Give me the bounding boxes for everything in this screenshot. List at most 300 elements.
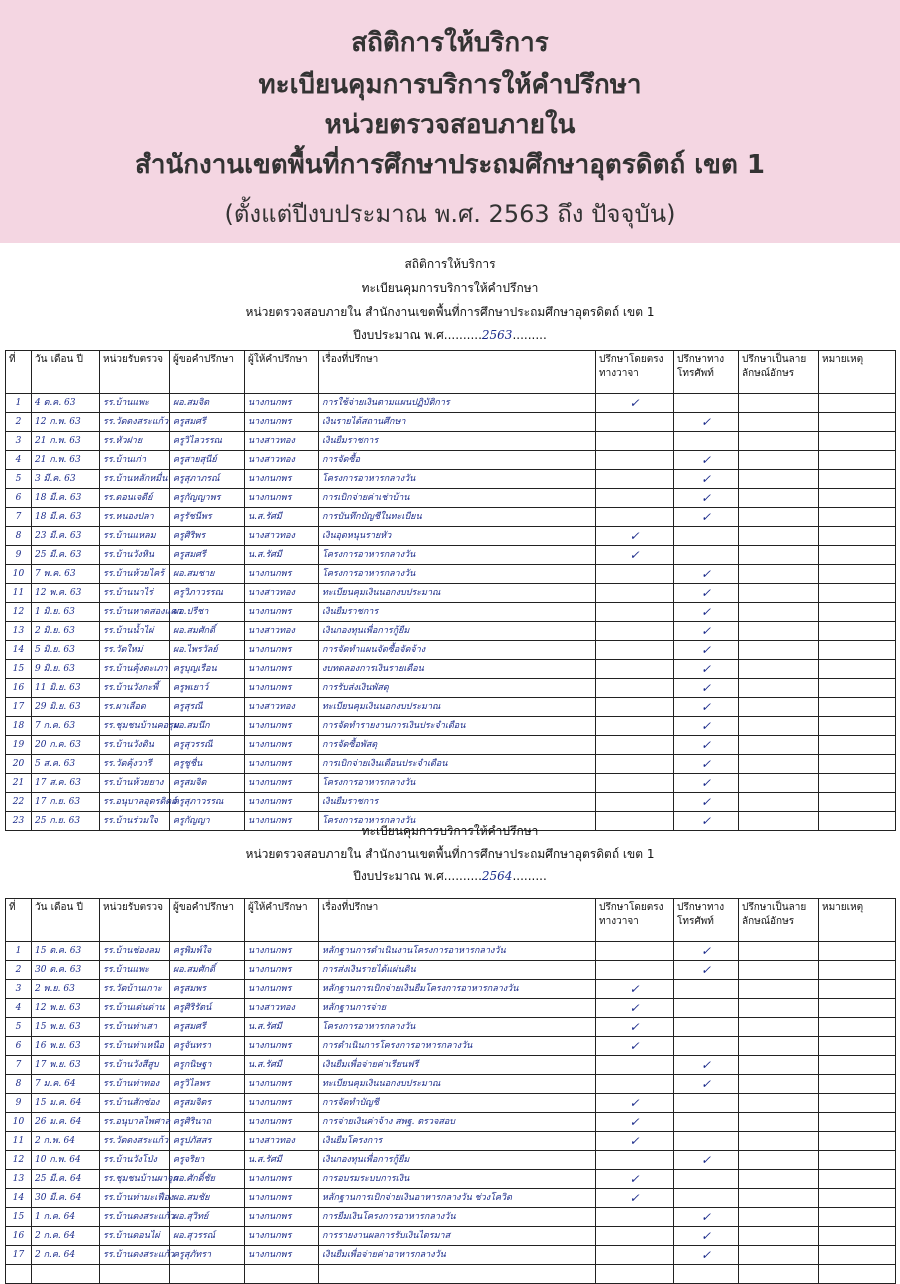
table-row — [6, 1208, 896, 1227]
row-topic: เงินยืมราชการ — [319, 793, 596, 812]
row-date: 2 มิ.ย. 63 — [32, 622, 100, 641]
row-remark — [819, 736, 896, 755]
section1-title-unit: หน่วยตรวจสอบภายใน สำนักงานเขตพื้นที่การศึกษาประถมศึกษาอุตรดิตถ์ เขต 1 — [245, 305, 655, 319]
row-remark — [819, 717, 896, 736]
row-written-check — [739, 508, 819, 527]
row-requester: ผอ.สมศักดิ์ — [170, 961, 245, 980]
row-written-check — [739, 736, 819, 755]
row-advisor: นางกนกพร — [245, 1094, 319, 1113]
table-row — [6, 432, 896, 451]
row-direct-check — [596, 622, 674, 641]
row-direct-check — [596, 1075, 674, 1094]
row-requester: ครูสุภาวรรณ — [170, 793, 245, 812]
table-row — [6, 622, 896, 641]
table-row — [6, 1151, 896, 1170]
blank-cell — [739, 1265, 819, 1284]
row-written-check — [739, 1056, 819, 1075]
row-remark — [819, 1189, 896, 1208]
row-unit: รร.บ้านดงสระแก้ว — [100, 1246, 170, 1265]
row-topic: โครงการอาหารกลางวัน — [319, 546, 596, 565]
table-row — [6, 451, 896, 470]
row-date: 5 มิ.ย. 63 — [32, 641, 100, 660]
row-requester: ครูกนิษฐา — [170, 1056, 245, 1075]
row-phone-check — [674, 1018, 739, 1037]
section2-fy-value: 2564 — [481, 869, 513, 883]
row-remark — [819, 1151, 896, 1170]
row-requester: ครูพิมพ์ใจ — [170, 942, 245, 961]
row-remark — [819, 1018, 896, 1037]
row-written-check — [739, 793, 819, 812]
row-direct-check — [596, 961, 674, 980]
column-header: ปรึกษาเป็นลายลักษณ์อักษร — [739, 351, 819, 394]
row-written-check — [739, 679, 819, 698]
banner-title-unit: หน่วยตรวจสอบภายใน — [324, 110, 576, 140]
section1-fiscal-year — [0, 327, 900, 343]
column-header: หมายเหตุ — [819, 899, 896, 942]
row-direct-check — [596, 603, 674, 622]
row-date: 2 ก.พ. 64 — [32, 1132, 100, 1151]
row-topic: การจัดซื้อพัสดุ — [319, 736, 596, 755]
row-number: 7 — [6, 1056, 32, 1075]
row-direct-check — [596, 1227, 674, 1246]
row-number: 16 — [6, 1227, 32, 1246]
column-header: ปรึกษาทางโทรศัพท์ — [674, 899, 739, 942]
table-row — [6, 1018, 896, 1037]
row-requester: ครูสมจิต — [170, 774, 245, 793]
table-row — [6, 1113, 896, 1132]
row-advisor: นางกนกพร — [245, 394, 319, 413]
row-direct-check: ✓ — [596, 1018, 674, 1037]
column-header: เรื่องที่ปรึกษา — [319, 899, 596, 942]
row-date: 11 มิ.ย. 63 — [32, 679, 100, 698]
row-topic: โครงการอาหารกลางวัน — [319, 774, 596, 793]
row-unit: รร.อนุบาลอุตรดิตถ์ — [100, 793, 170, 812]
row-date: 7 พ.ค. 63 — [32, 565, 100, 584]
row-phone-check: ✓ — [674, 508, 739, 527]
table-row — [6, 1246, 896, 1265]
row-unit: รร.บ้านท่ามะเฟือง — [100, 1189, 170, 1208]
row-date: 25 มี.ค. 64 — [32, 1170, 100, 1189]
row-unit: รร.บ้านแพะ — [100, 394, 170, 413]
row-unit: รร.วัดดงสระแก้ว — [100, 1132, 170, 1151]
section1-fy-label: ปีงบประมาณ พ.ศ. — [353, 328, 448, 342]
title-banner — [0, 0, 900, 243]
row-requester: ครูสุวรรณี — [170, 736, 245, 755]
row-written-check — [739, 1151, 819, 1170]
row-remark — [819, 1246, 896, 1265]
column-header: ปรึกษาทางโทรศัพท์ — [674, 351, 739, 394]
row-topic: การเบิกจ่ายเงินเดือนประจำเดือน — [319, 755, 596, 774]
row-date: 17 พ.ย. 63 — [32, 1056, 100, 1075]
row-date: 10 ก.พ. 64 — [32, 1151, 100, 1170]
row-advisor: นางกนกพร — [245, 413, 319, 432]
row-phone-check: ✓ — [674, 1246, 739, 1265]
row-topic: โครงการอาหารกลางวัน — [319, 565, 596, 584]
row-number: 11 — [6, 584, 32, 603]
row-advisor: นางสาวทอง — [245, 622, 319, 641]
row-number: 19 — [6, 736, 32, 755]
row-topic: การยืมเงินโครงการอาหารกลางวัน — [319, 1208, 596, 1227]
row-requester: ครูสมศรี — [170, 546, 245, 565]
table-row — [6, 1132, 896, 1151]
row-date: 17 ส.ค. 63 — [32, 774, 100, 793]
row-number: 2 — [6, 413, 32, 432]
row-direct-check — [596, 660, 674, 679]
row-unit: รร.บ้านเก่า — [100, 451, 170, 470]
row-phone-check — [674, 394, 739, 413]
row-unit: รร.บ้านดงสระแก้ว — [100, 1208, 170, 1227]
row-advisor: นางกนกพร — [245, 489, 319, 508]
row-remark — [819, 942, 896, 961]
row-number: 14 — [6, 641, 32, 660]
row-phone-check — [674, 1037, 739, 1056]
row-topic: การจัดทำบัญชี — [319, 1094, 596, 1113]
row-number: 21 — [6, 774, 32, 793]
row-date: 29 มิ.ย. 63 — [32, 698, 100, 717]
row-advisor: นางสาวทอง — [245, 451, 319, 470]
row-topic: ทะเบียนคุมเงินนอกงบประมาณ — [319, 584, 596, 603]
row-number: 13 — [6, 1170, 32, 1189]
row-direct-check — [596, 1056, 674, 1075]
row-number: 10 — [6, 565, 32, 584]
row-date: 12 ก.พ. 63 — [32, 413, 100, 432]
row-requester: ครูรัชนีพร — [170, 508, 245, 527]
row-number: 8 — [6, 1075, 32, 1094]
row-direct-check — [596, 641, 674, 660]
table-row — [6, 641, 896, 660]
blank-cell — [100, 1265, 170, 1284]
row-remark — [819, 1075, 896, 1094]
row-written-check — [739, 999, 819, 1018]
row-written-check — [739, 413, 819, 432]
row-topic: งบทดลองการเงินรายเดือน — [319, 660, 596, 679]
row-remark — [819, 1208, 896, 1227]
row-advisor: นางกนกพร — [245, 774, 319, 793]
row-remark — [819, 698, 896, 717]
row-topic: เงินกองทุนเพื่อการกู้ยืม — [319, 1151, 596, 1170]
row-topic: เงินยืมเพื่อจ่ายค่าเรียนฟรี — [319, 1056, 596, 1075]
consult-register-table-2563 — [5, 350, 896, 831]
row-written-check — [739, 1208, 819, 1227]
row-phone-check: ✓ — [674, 489, 739, 508]
row-requester: ครูศิริพร — [170, 527, 245, 546]
row-written-check — [739, 546, 819, 565]
row-written-check — [739, 584, 819, 603]
row-requester: ครูสุภาภรณ์ — [170, 470, 245, 489]
row-advisor: นางกนกพร — [245, 1170, 319, 1189]
row-unit: รร.ผาเลือด — [100, 698, 170, 717]
row-number: 22 — [6, 793, 32, 812]
row-advisor: น.ส.รัศมี — [245, 508, 319, 527]
row-advisor: น.ส.รัศมี — [245, 1018, 319, 1037]
row-topic: การจ่ายเงินค่าจ้าง สพฐ. ตรวจสอบ — [319, 1113, 596, 1132]
row-date: 9 มิ.ย. 63 — [32, 660, 100, 679]
row-unit: รร.บ้านท่าทอง — [100, 1075, 170, 1094]
row-direct-check: ✓ — [596, 394, 674, 413]
row-unit: รร.บ้านวังหิน — [100, 546, 170, 565]
row-remark — [819, 527, 896, 546]
row-date: 4 ต.ค. 63 — [32, 394, 100, 413]
row-date: 3 มี.ค. 63 — [32, 470, 100, 489]
row-date: 18 มี.ค. 63 — [32, 489, 100, 508]
row-requester: ครูสมพร — [170, 980, 245, 999]
row-phone-check: ✓ — [674, 717, 739, 736]
column-header: ผู้ขอคำปรึกษา — [170, 899, 245, 942]
banner-title-statistics: สถิติการให้บริการ — [351, 28, 549, 58]
row-topic: โครงการอาหารกลางวัน — [319, 1018, 596, 1037]
table-row-blank — [6, 1265, 896, 1284]
row-remark — [819, 660, 896, 679]
blank-cell — [245, 1265, 319, 1284]
row-phone-check — [674, 546, 739, 565]
row-topic: เงินกองทุนเพื่อการกู้ยืม — [319, 622, 596, 641]
row-number: 4 — [6, 999, 32, 1018]
row-advisor: นางกนกพร — [245, 755, 319, 774]
row-remark — [819, 622, 896, 641]
row-advisor: นางกนกพร — [245, 565, 319, 584]
row-remark — [819, 603, 896, 622]
row-requester: ครูกัญญา — [170, 812, 245, 831]
row-advisor: นางกนกพร — [245, 942, 319, 961]
row-direct-check — [596, 451, 674, 470]
row-requester: ครูวิภาวรรณ — [170, 584, 245, 603]
banner-title-period: (ตั้งแต่ปีงบประมาณ พ.ศ. 2563 ถึง ปัจจุบัน) — [224, 200, 676, 228]
row-advisor: นางสาวทอง — [245, 527, 319, 546]
row-unit: รร.หนองปลา — [100, 508, 170, 527]
row-number: 10 — [6, 1113, 32, 1132]
row-phone-check: ✓ — [674, 470, 739, 489]
row-unit: รร.วัดบ้านเกาะ — [100, 980, 170, 999]
row-requester: ผอ.สมศักดิ์ — [170, 622, 245, 641]
row-written-check — [739, 1227, 819, 1246]
column-header: ปรึกษาเป็นลายลักษณ์อักษร — [739, 899, 819, 942]
row-number: 2 — [6, 961, 32, 980]
row-written-check — [739, 1075, 819, 1094]
row-phone-check: ✓ — [674, 961, 739, 980]
row-direct-check: ✓ — [596, 1037, 674, 1056]
row-direct-check — [596, 508, 674, 527]
row-remark — [819, 679, 896, 698]
row-requester: ครูสุรณี — [170, 698, 245, 717]
row-advisor: นางกนกพร — [245, 812, 319, 831]
row-requester: ครูสุภัทรา — [170, 1246, 245, 1265]
row-number: 6 — [6, 1037, 32, 1056]
row-date: 21 ก.พ. 63 — [32, 432, 100, 451]
row-written-check — [739, 980, 819, 999]
column-header: หน่วยรับตรวจ — [100, 351, 170, 394]
table-row — [6, 1056, 896, 1075]
row-topic: การจัดทำรายงานการเงินประจำเดือน — [319, 717, 596, 736]
row-requester: ครูวิไลวรรณ — [170, 432, 245, 451]
row-number: 15 — [6, 1208, 32, 1227]
row-remark — [819, 1094, 896, 1113]
row-phone-check: ✓ — [674, 736, 739, 755]
row-requester: ครูสายสุนีย์ — [170, 451, 245, 470]
row-topic: การอบรมระบบการเงิน — [319, 1170, 596, 1189]
table-row — [6, 942, 896, 961]
row-phone-check: ✓ — [674, 584, 739, 603]
row-remark — [819, 451, 896, 470]
row-topic: การใช้จ่ายเงินตามแผนปฏิบัติการ — [319, 394, 596, 413]
row-written-check — [739, 470, 819, 489]
row-unit: รร.ชุมชนบ้านผาจุก — [100, 1170, 170, 1189]
row-direct-check — [596, 413, 674, 432]
row-phone-check: ✓ — [674, 660, 739, 679]
row-date: 23 มี.ค. 63 — [32, 527, 100, 546]
row-number: 1 — [6, 942, 32, 961]
row-written-check — [739, 603, 819, 622]
row-number: 17 — [6, 698, 32, 717]
table-row — [6, 755, 896, 774]
row-unit: รร.วัดดงสระแก้ว — [100, 413, 170, 432]
row-written-check — [739, 774, 819, 793]
row-number: 17 — [6, 1246, 32, 1265]
row-number: 6 — [6, 489, 32, 508]
section2-fiscal-year — [0, 868, 900, 884]
row-requester: ผอ.สุวิทย์ — [170, 1208, 245, 1227]
row-direct-check: ✓ — [596, 1094, 674, 1113]
row-topic: เงินอุดหนุนรายหัว — [319, 527, 596, 546]
column-header: ที่ — [6, 351, 32, 394]
column-header: วัน เดือน ปี — [32, 351, 100, 394]
row-date: 12 พ.ค. 63 — [32, 584, 100, 603]
row-direct-check — [596, 1246, 674, 1265]
row-date: 26 ม.ค. 64 — [32, 1113, 100, 1132]
row-direct-check — [596, 565, 674, 584]
row-remark — [819, 1170, 896, 1189]
row-written-check — [739, 1018, 819, 1037]
row-direct-check — [596, 1208, 674, 1227]
table-row — [6, 1094, 896, 1113]
row-date: 16 พ.ย. 63 — [32, 1037, 100, 1056]
row-phone-check: ✓ — [674, 679, 739, 698]
row-number: 12 — [6, 1151, 32, 1170]
table-row — [6, 793, 896, 812]
row-remark — [819, 1227, 896, 1246]
row-direct-check — [596, 470, 674, 489]
row-direct-check — [596, 774, 674, 793]
row-advisor: นางกนกพร — [245, 1227, 319, 1246]
row-topic: เงินยืมโครงการ — [319, 1132, 596, 1151]
row-number: 23 — [6, 812, 32, 831]
row-written-check — [739, 451, 819, 470]
table-row — [6, 508, 896, 527]
row-date: 17 ก.ย. 63 — [32, 793, 100, 812]
section1-fy-dots-after: ......... — [512, 328, 547, 342]
row-advisor: นางกนกพร — [245, 1037, 319, 1056]
row-phone-check: ✓ — [674, 622, 739, 641]
row-written-check — [739, 755, 819, 774]
section2-fy-dots: ......... — [447, 869, 482, 883]
row-advisor: น.ส.รัศมี — [245, 1056, 319, 1075]
row-number: 1 — [6, 394, 32, 413]
row-direct-check — [596, 1151, 674, 1170]
row-remark — [819, 793, 896, 812]
row-advisor: นางกนกพร — [245, 470, 319, 489]
row-unit: รร.อนุบาลไพศาล — [100, 1113, 170, 1132]
row-remark — [819, 1113, 896, 1132]
blank-cell — [6, 1265, 32, 1284]
row-requester: ผอ.สมนึก — [170, 717, 245, 736]
row-unit: รร.บ้านวังสีสูบ — [100, 1056, 170, 1075]
row-topic: การรับส่งเงินพัสดุ — [319, 679, 596, 698]
row-requester: ผอ.ไพรวัลย์ — [170, 641, 245, 660]
row-written-check — [739, 961, 819, 980]
table-row — [6, 603, 896, 622]
row-requester: ผอ.สมจิต — [170, 394, 245, 413]
table-row — [6, 470, 896, 489]
row-requester: ครูสมจิตร — [170, 1094, 245, 1113]
column-header: ผู้ขอคำปรึกษา — [170, 351, 245, 394]
row-direct-check — [596, 698, 674, 717]
blank-cell — [596, 1265, 674, 1284]
table-header-row — [6, 351, 896, 394]
row-date: 7 ม.ค. 64 — [32, 1075, 100, 1094]
row-date: 25 มี.ค. 63 — [32, 546, 100, 565]
table-row — [6, 527, 896, 546]
row-direct-check: ✓ — [596, 980, 674, 999]
row-requester: ครูศิริรัตน์ — [170, 999, 245, 1018]
row-remark — [819, 489, 896, 508]
row-direct-check — [596, 489, 674, 508]
row-topic: โครงการอาหารกลางวัน — [319, 470, 596, 489]
section1-fy-dots: ......... — [447, 328, 482, 342]
row-number: 8 — [6, 527, 32, 546]
row-remark — [819, 774, 896, 793]
row-direct-check — [596, 755, 674, 774]
row-requester: ครูสมศรี — [170, 1018, 245, 1037]
row-topic: หลักฐานการเบิกจ่ายเงินอาหารกลางวัน ช่วงโควิด — [319, 1189, 596, 1208]
row-date: 1 มิ.ย. 63 — [32, 603, 100, 622]
row-direct-check — [596, 584, 674, 603]
row-number: 13 — [6, 622, 32, 641]
row-unit: รร.ดอนเจดีย์ — [100, 489, 170, 508]
row-number: 5 — [6, 1018, 32, 1037]
row-date: 15 ต.ค. 63 — [32, 942, 100, 961]
row-phone-check — [674, 1189, 739, 1208]
column-header: เรื่องที่ปรึกษา — [319, 351, 596, 394]
column-header: หมายเหตุ — [819, 351, 896, 394]
section2-title-register: ทะเบียนคุมการบริการให้คำปรึกษา — [361, 824, 539, 838]
row-advisor: นางสาวทอง — [245, 698, 319, 717]
row-advisor: นางกนกพร — [245, 1075, 319, 1094]
row-phone-check: ✓ — [674, 812, 739, 831]
table-row — [6, 1037, 896, 1056]
row-advisor: น.ส.รัศมี — [245, 1151, 319, 1170]
row-unit: รร.บ้านเด่นด่าน — [100, 999, 170, 1018]
row-remark — [819, 1037, 896, 1056]
row-unit: รร.บ้านร่วมใจ — [100, 812, 170, 831]
row-unit: รร.บ้านวังกะพี้ — [100, 679, 170, 698]
row-requester: ครูสมศรี — [170, 413, 245, 432]
section2-fy-label: ปีงบประมาณ พ.ศ. — [353, 869, 448, 883]
row-phone-check: ✓ — [674, 565, 739, 584]
row-unit: รร.บ้านน้ำไผ่ — [100, 622, 170, 641]
row-number: 11 — [6, 1132, 32, 1151]
row-requester: ผอ.สมชาย — [170, 565, 245, 584]
row-direct-check — [596, 736, 674, 755]
row-date: 2 ก.ค. 64 — [32, 1246, 100, 1265]
row-number: 3 — [6, 980, 32, 999]
row-date: 30 มี.ค. 64 — [32, 1189, 100, 1208]
row-topic: เงินยืมราชการ — [319, 432, 596, 451]
row-written-check — [739, 1246, 819, 1265]
row-requester: ครูปภัสสร — [170, 1132, 245, 1151]
row-topic: หลักฐานการจ่าย — [319, 999, 596, 1018]
row-advisor: นางสาวทอง — [245, 1132, 319, 1151]
table-row — [6, 489, 896, 508]
row-requester: ผอ.ศักดิ์ชัย — [170, 1170, 245, 1189]
